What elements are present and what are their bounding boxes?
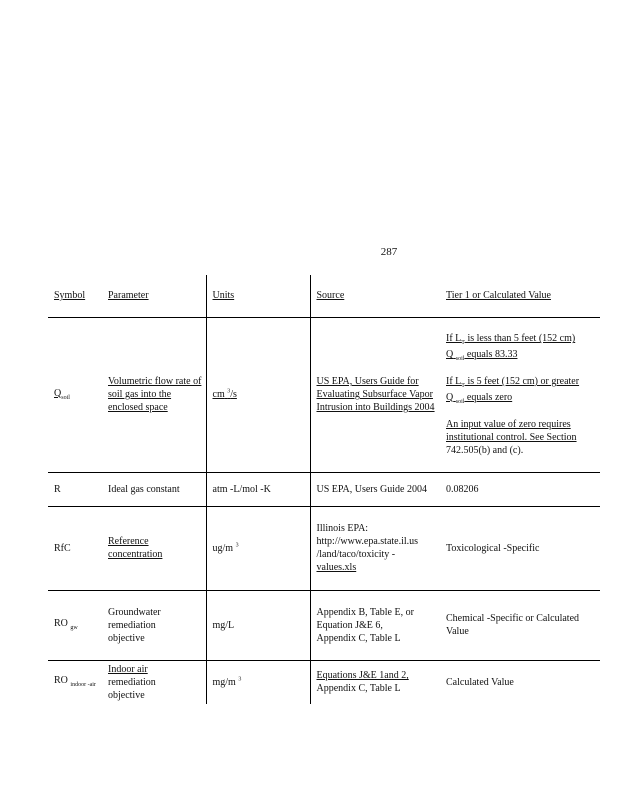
row-source: US EPA, Users Guide for Evaluating Subsurface Vapor Intrusion into Buildings 2004	[316, 376, 435, 413]
row-source: Illinois EPA: http://www.epa.state.il.us /land/taco/toxicity - values.xls	[310, 506, 440, 590]
header-units: Units	[212, 290, 235, 302]
header-parameter: Parameter	[108, 290, 149, 302]
parameter-table	[48, 275, 600, 704]
row-parameter: Volumetric flow rate of soil gas into the enclosed space	[108, 376, 202, 413]
row-units: mg/L	[212, 619, 235, 631]
row-source: US EPA, Users Guide 2004	[316, 483, 427, 495]
row-symbol: RO $_{indoor -air}$	[54, 675, 96, 689]
row-source: Equations J&E 1and 2, Appendix C, Table L	[316, 670, 409, 695]
row-symbol: R	[54, 483, 61, 495]
header-value: Tier 1 or Calculated Value	[446, 290, 551, 302]
table-row	[48, 317, 600, 472]
page-number: 287	[380, 246, 398, 258]
row-parameter: Indoor air remediation objective	[102, 660, 206, 704]
table-header-row	[48, 275, 600, 317]
table-row	[48, 660, 600, 704]
row-units: mg/m $^3$	[212, 676, 242, 688]
row-symbol: RO $_{gw}$	[54, 618, 78, 632]
row-parameter: Groundwater remediation objective	[102, 590, 206, 660]
row-symbol: RfC	[54, 542, 71, 554]
row-parameter: Reference concentration	[108, 536, 163, 560]
row-source: Appendix B, Table E, or Equation J&E 6, Appendix C, Table L	[310, 590, 440, 660]
row-value	[440, 317, 600, 472]
value-paragraph: An input value of zero requires institutional control. See Section 742.505(b) and (c).	[446, 418, 577, 456]
table-row	[48, 506, 600, 590]
row-value: Toxicological -Specific	[446, 542, 540, 554]
header-source: Source	[316, 290, 345, 302]
row-symbol: $Q_{soil}$	[54, 387, 70, 401]
row-units: atm -L/mol -K	[212, 483, 271, 495]
table-row	[48, 472, 600, 506]
row-value: Chemical -Specific or Calculated Value	[440, 590, 600, 660]
header-symbol: Symbol	[54, 290, 86, 302]
value-paragraph: If $L_T$ is less than 5 feet (152 cm) Q $_{soil}$ equals 83.33	[446, 333, 576, 363]
row-units: cm $^3$/s	[212, 388, 237, 400]
row-value: Calculated Value	[446, 676, 514, 688]
row-value: 0.08206	[446, 483, 479, 495]
table-row	[48, 590, 600, 660]
value-paragraph: If $L_T$ is 5 feet (152 cm) or greater Q $_{soil}$ equals zero	[446, 376, 580, 405]
row-parameter: Ideal gas constant	[108, 483, 180, 495]
row-units: ug/m $^3$	[212, 542, 239, 554]
